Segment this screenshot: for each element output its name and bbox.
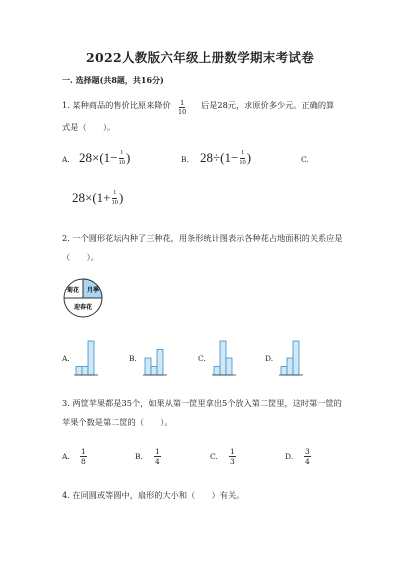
question-2-text-b: （ ）。 [62, 252, 99, 262]
expression-tail: ) [119, 190, 124, 205]
fraction-denominator: 10 [178, 108, 187, 116]
fraction-denominator: 4 [155, 457, 160, 466]
question-1-text-a: 1. 某种商品的售价比原来降价 [62, 100, 171, 110]
section-heading: 一. 选择题(共8题，共16分) [62, 75, 164, 85]
bar-yingchunhua [157, 350, 163, 376]
fraction-numerator: 1 [81, 446, 86, 456]
expression-lead: 28×(1+ [72, 190, 111, 205]
question-3-text-b: 苹果个数是第二筐的（ ）。 [62, 417, 173, 427]
expression-lead: 28÷(1− [200, 150, 239, 165]
option-b-fraction[interactable] [154, 446, 161, 466]
fraction-denominator: 10 [239, 158, 246, 166]
pie-chart [58, 276, 108, 322]
option-d-label[interactable]: D. [285, 452, 294, 461]
fraction-numerator: 1 [180, 98, 185, 107]
fraction-numerator: 1 [119, 150, 124, 159]
bar-juhua [76, 367, 82, 376]
question-4-text: 4. 在同圆或等圆中，扇形的大小和（ ）有关。 [62, 490, 245, 500]
option-c-expression[interactable] [72, 190, 123, 206]
pie-label-yueji: 月季 [86, 287, 100, 294]
option-b-label[interactable]: B. [129, 354, 137, 363]
page-title: 2022人教版六年级上册数学期末考试卷 [86, 50, 314, 65]
option-b-expression[interactable] [200, 150, 251, 166]
pie-label-yingchunhua: 迎春花 [73, 304, 93, 311]
bar-yueji [82, 367, 88, 376]
option-d-fraction[interactable] [304, 446, 311, 466]
question-2-text-a: 2. 一个圆形花坛内种了三种花，用条形统计图表示各种花占地面积的关系应是 [62, 233, 343, 243]
fraction-denominator: 10 [111, 198, 118, 206]
fraction-denominator: 3 [230, 457, 235, 466]
fraction-numerator: 1 [112, 190, 117, 199]
bar-yueji [220, 341, 226, 375]
option-d-label[interactable]: D. [265, 354, 274, 363]
fraction-numerator: 1 [155, 446, 160, 456]
fraction-numerator: 1 [240, 150, 245, 159]
option-b-label[interactable]: B. [181, 155, 189, 164]
fraction-numerator: 1 [230, 446, 235, 456]
pie-label-juhua: 菊花 [66, 287, 80, 294]
option-c-label[interactable]: C. [210, 452, 218, 461]
bar-yueji [287, 358, 293, 375]
question-1-text-c: 式是（ ）。 [62, 122, 116, 132]
bar-yueji [151, 367, 157, 376]
bar-chart-option-d[interactable] [279, 340, 303, 376]
option-a-fraction[interactable] [80, 446, 87, 466]
question-3-text-a: 3. 两筐苹果都是35个，如果从第一筐里拿出5个放入第二筐里，这时第一筐的 [62, 398, 342, 408]
expression-tail: ) [126, 150, 131, 165]
bar-juhua [214, 367, 220, 376]
question-1-text-b: 后是28元，求原价多少元。正确的算 [201, 100, 335, 110]
fraction-denominator: 4 [305, 457, 310, 466]
option-a-label[interactable]: A. [62, 354, 70, 363]
expression-tail: ) [246, 150, 252, 165]
fraction-denominator: 8 [81, 457, 86, 466]
bar-yingchunhua [293, 341, 299, 375]
option-a-label[interactable]: A. [62, 452, 70, 461]
option-c-label[interactable]: C. [301, 155, 309, 164]
option-c-fraction[interactable] [229, 446, 236, 466]
expression-lead: 28×(1− [79, 150, 118, 165]
bar-chart-option-c[interactable] [212, 340, 236, 376]
bar-chart-option-b[interactable] [143, 340, 167, 376]
fraction-numerator: 3 [305, 446, 310, 456]
option-c-label[interactable]: C. [198, 354, 206, 363]
bar-yingchunhua [88, 341, 94, 375]
bar-yingchunhua [226, 358, 232, 375]
bar-juhua [145, 358, 151, 375]
option-b-label[interactable]: B. [135, 452, 143, 461]
fraction-denominator: 10 [118, 158, 125, 166]
option-a-expression[interactable] [79, 150, 130, 166]
bar-juhua [281, 367, 287, 376]
option-a-label[interactable]: A. [62, 155, 70, 164]
bar-chart-option-a[interactable] [74, 340, 98, 376]
question-1-fraction [178, 97, 186, 116]
